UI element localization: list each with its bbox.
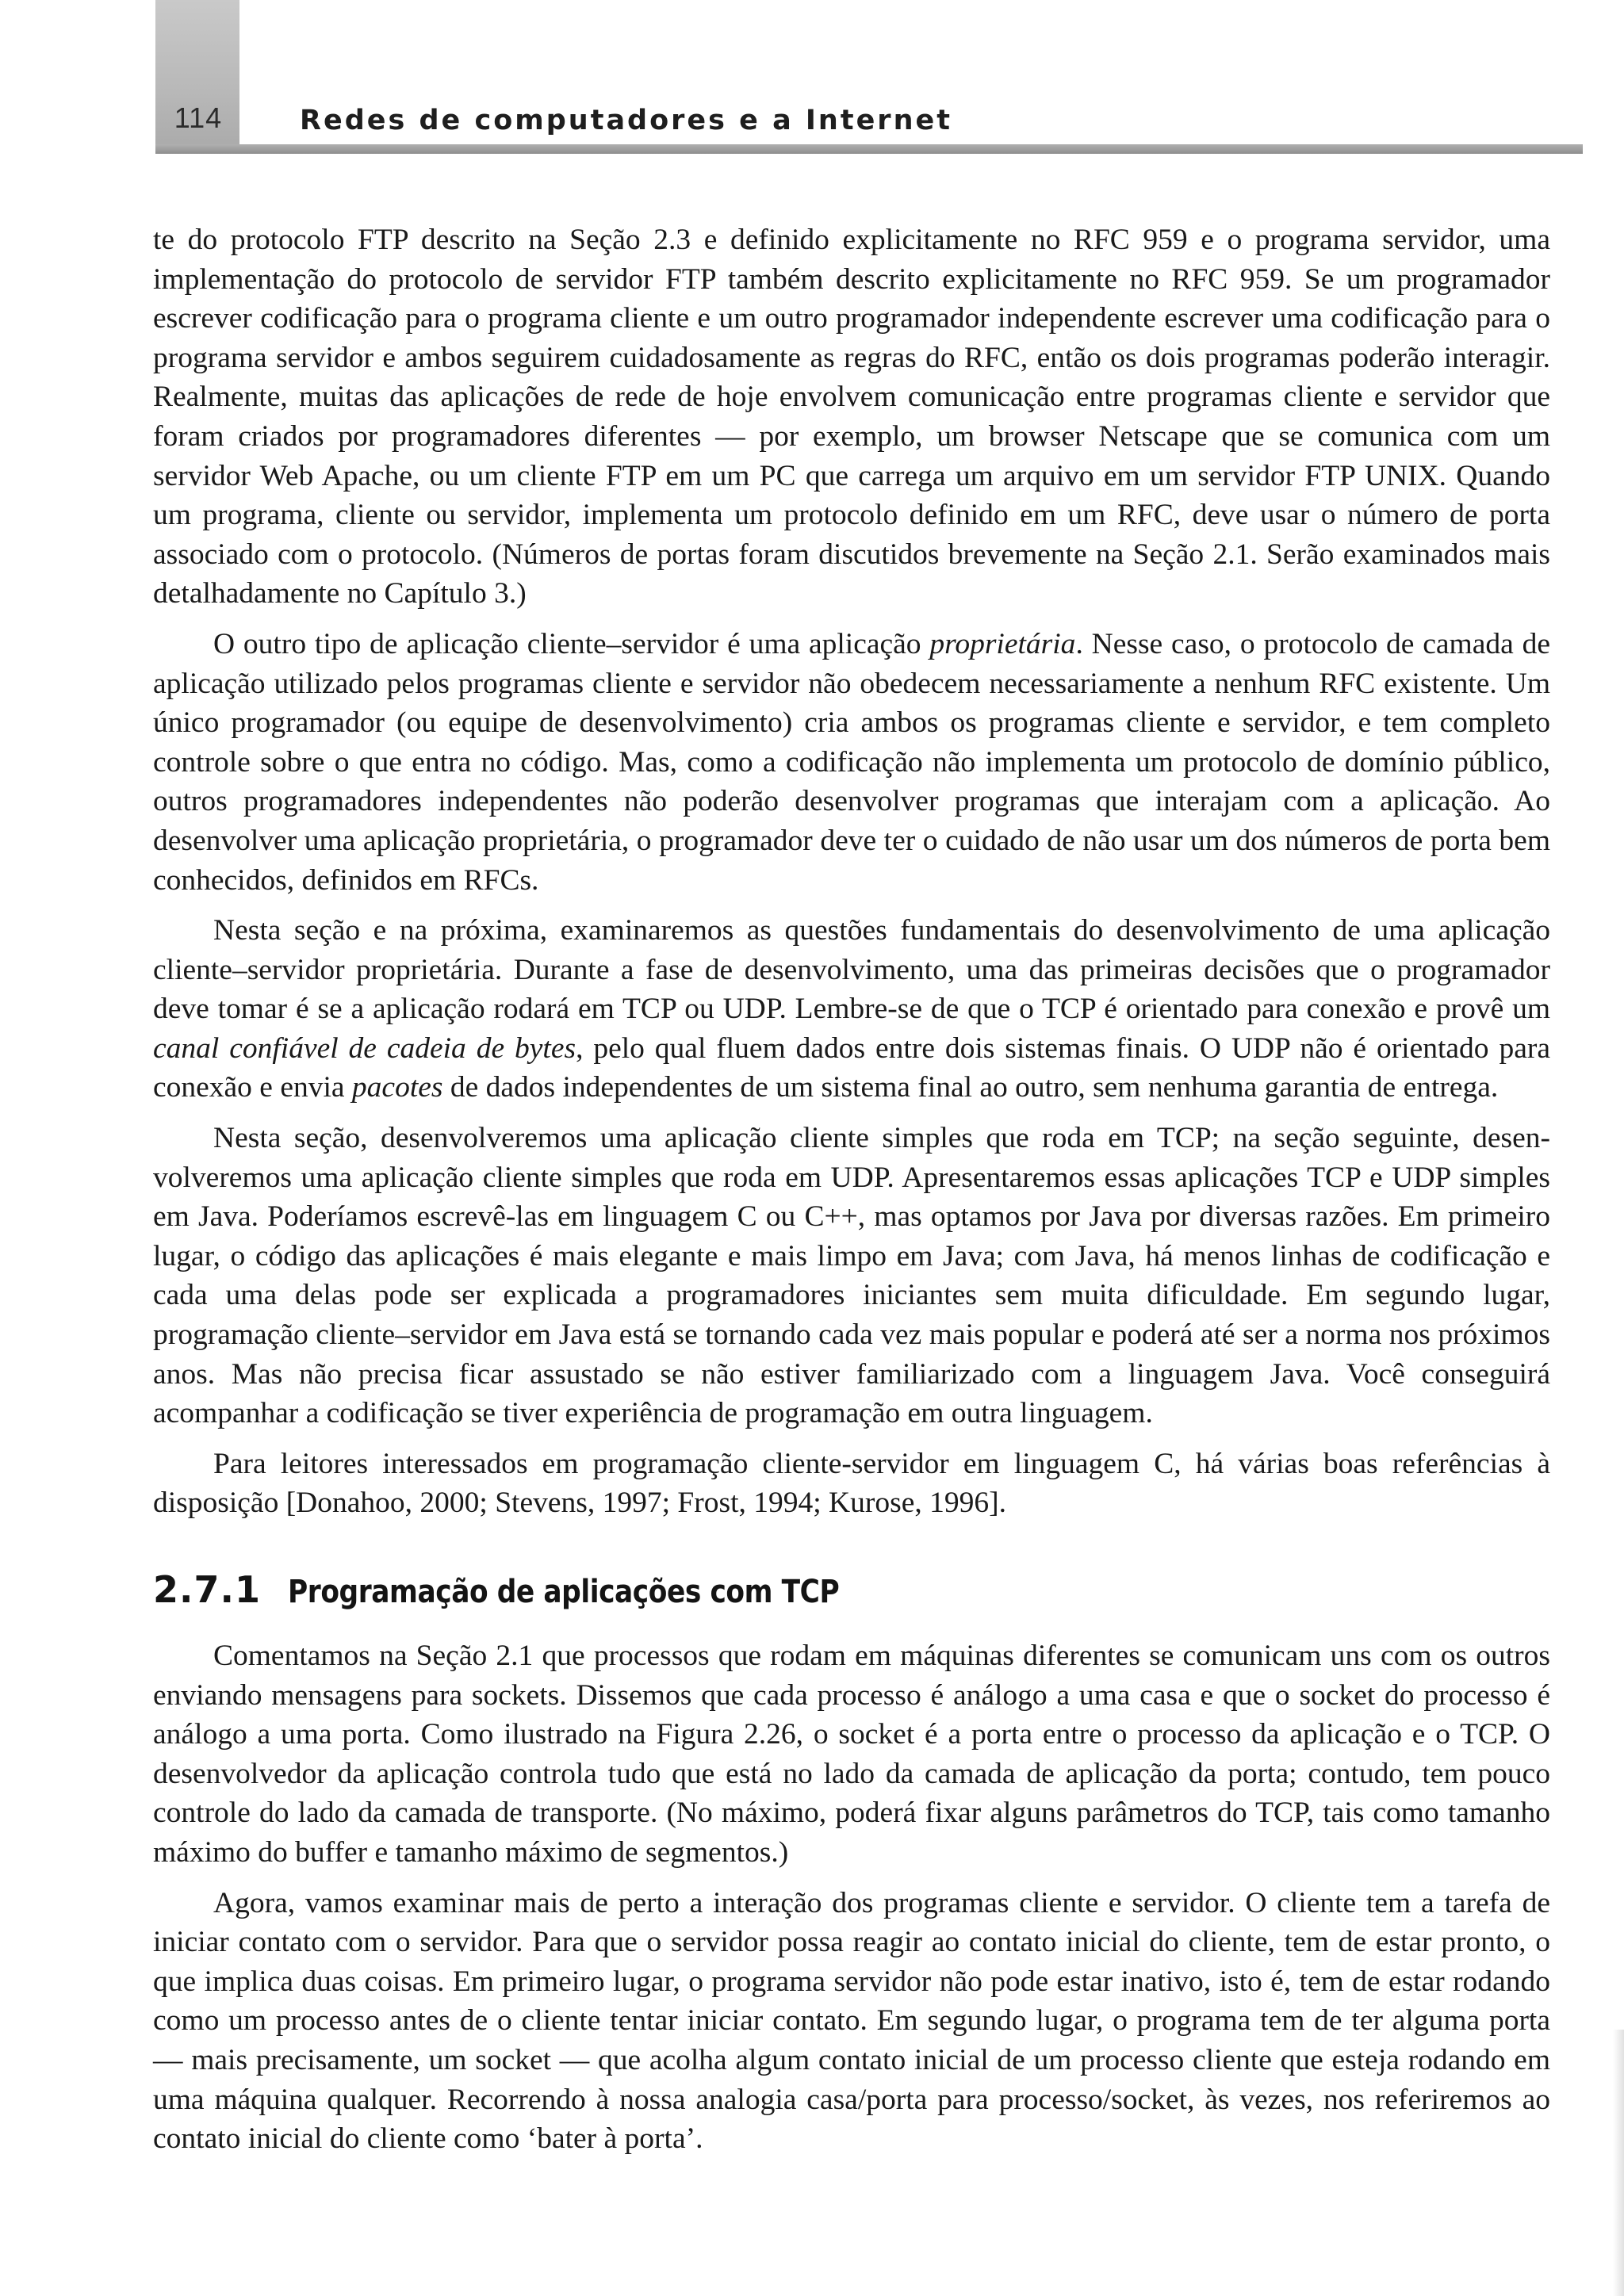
emphasis-canal-confiavel: canal confiável de cadeia de bytes <box>153 1031 576 1065</box>
scan-edge-shadow <box>1613 2030 1624 2296</box>
emphasis-pacotes: pacotes <box>351 1071 443 1104</box>
paragraph-references: Para leitores interessados em programação cliente-servidor em linguagem C, há várias boas referências à disposição [Donahoo, 2000; Stevens, 1997; Frost, 1994; Kurose, 1996]. <box>153 1447 1550 1520</box>
paragraph-proprietary-apps <box>153 625 1550 900</box>
text-run: , pelo qual fluem dados entre dois sistemas finais. O UDP não é orientado para conexão e envia <box>153 1031 1550 1104</box>
header-rule <box>155 144 1583 154</box>
text-run: Nesta seção e na próxima, examinaremos as questões fundamentais do desenvolvimento de uma aplicação cliente–servidor proprietária. Durante a fase de desenvolvimento, uma das primeiras decisões que o programador deve tomar é se a aplicação rodará em TCP ou UDP. Lembre-se de que o TCP é orientado para conexão e provê um <box>153 914 1550 1026</box>
text-run: . Nesse caso, o protocolo de camada de aplicação utilizado pelos programas cliente e servidor não obedecem necessariamente a nenhum RFC existente. Um único programador (ou equipe de desenvolvimento) cria ambos os programas cliente e servidor, e tem completo controle sobre o que entra no código. Mas, como a codificação não implementa um protocolo de domínio público, outros programadores independentes não poderão desenvolver programas que interajam com a aplicação. Ao desenvolver uma aplicação proprietária, o programador deve ter o cuidado de não usar um dos números de porta bem conhecidos, definidos em RFCs. <box>153 627 1550 897</box>
text-run: O outro tipo de aplicação cliente–servidor é uma aplicação <box>213 627 930 660</box>
paragraph-tcp-udp <box>153 911 1550 1108</box>
paragraph-java: Nesta seção, desenvolveremos uma aplicação cliente simples que roda em TCP; na seção seguinte, desenvolveremos uma aplicação cliente simples que roda em UDP. Apresentaremos essas aplicações TCP e UDP simples em Java. Poderíamos escrevê-las em linguagem C ou C++, mas optamos por Java por diversas razões. Em primeiro lugar, o código das aplicações é mais elegante e mais limpo em Java; com Java, há menos linhas de codificação e cada uma delas pode ser explicada a programadores iniciantes sem muita dificuldade. Em segundo lugar, programação cliente–servidor em Java está se tornando cada vez mais popular e poderá até ser a norma nos próximos anos. Mas não precisa ficar assustado se não estiver familiarizado com a linguagem Java. Você conseguirá acompanhar a codificação se tiver experiência de programação em outra linguagem. <box>153 1122 1550 1430</box>
running-title: Redes de computadores e a Internet <box>300 105 952 136</box>
page-number: 114 <box>174 101 223 134</box>
section-heading <box>153 1569 1550 1613</box>
paragraph-sockets: Comentamos na Seção 2.1 que processos que rodam em máquinas diferentes se comunicam uns com os outros enviando mensagens para sockets. Dissemos que cada processo é análogo a uma casa e que o socket do processo é análogo a uma porta. Como ilustrado na Figura 2.26, o socket é a porta entre o processo da aplicação e o TCP. O desenvolvedor da aplicação controla tudo que está no lado da camada de aplicação da porta; contudo, tem pouco controle do lado da camada de transporte. (No máximo, poderá fixar alguns parâmetros do TCP, tais como tamanho máximo do buffer e tamanho máximo de segmentos.) <box>153 1640 1550 1869</box>
section-number: 2.7.1 <box>153 1568 261 1611</box>
emphasis-proprietaria: proprietária <box>929 627 1076 660</box>
paragraph-continued: te do protocolo FTP descrito na Seção 2.3 e definido explicitamente no RFC 959 e o programa servidor, uma implementação do protocolo de servidor FTP também descrito explicitamente no RFC 959. Se um programador escrever codificação para o programa cliente e um outro programador independente escrever uma codificação para o programa servidor e ambos seguirem cuidadosamente as regras do RFC, então os dois programas poderão interagir. Realmente, muitas das aplicações de rede de hoje envolvem comunicação entre programas cliente e servidor que foram criados por programadores diferentes — por exemplo, um browser Netscape que se comunica com um servidor Web Apache, ou um cliente FTP em um PC que carrega um arquivo em um servidor FTP UNIX. Quando um programa, cliente ou servidor, implementa um protocolo definido em um RFC, deve usar o número de porta associado com o protocolo. (Números de portas foram discutidos brevemente na Seção 2.1. Serão examinados mais detalhadamente no Capítulo 3.) <box>153 224 1550 610</box>
page-body <box>153 220 1550 2170</box>
section-title: Programação de aplicações com TCP <box>287 1574 840 1610</box>
text-run: de dados independentes de um sistema final ao outro, sem nenhuma garantia de entrega. <box>442 1071 1499 1104</box>
paragraph-client-server-interaction: Agora, vamos examinar mais de perto a interação dos programas cliente e servidor. O cliente tem a tarefa de iniciar contato com o servidor. Para que o servidor possa reagir ao contato inicial do cliente, tem de estar pronto, o que implica duas coisas. Em primeiro lugar, o programa servidor não pode estar inativo, isto é, tem de estar rodando como um processo antes de o cliente tentar iniciar contato. Em segundo lugar, o programa tem de ter alguma porta — mais precisamente, um socket — que acolha algum contato inicial de um processo cliente que esteja rodando em uma máquina qualquer. Recorrendo à nossa analogia casa/porta para processo/socket, às vezes, nos referiremos ao contato inicial do cliente como ‘bater à porta’. <box>153 1886 1550 2156</box>
